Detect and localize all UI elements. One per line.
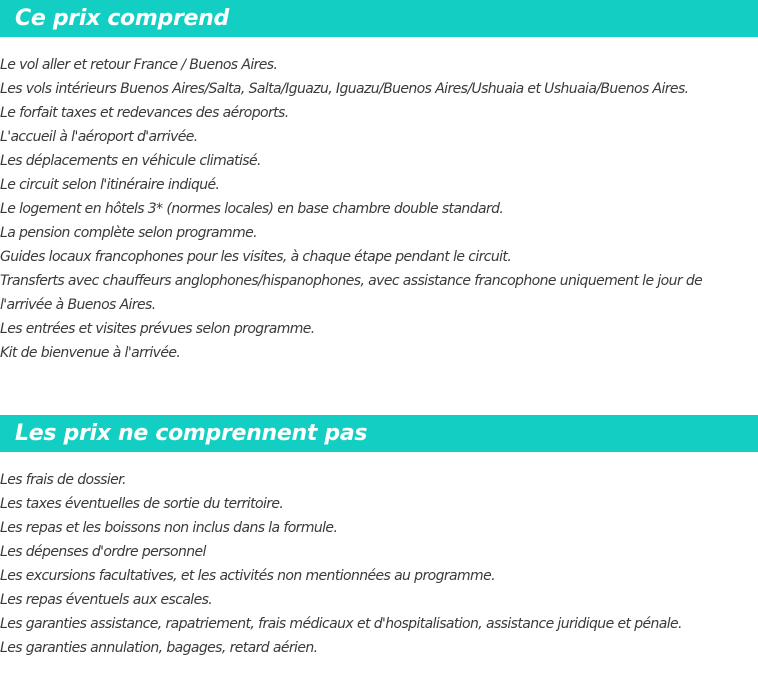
- not-included-list: [0, 468, 758, 660]
- list-item: Les vols intérieurs Buenos Aires/Salta, Salta/Iguazu, Iguazu/Buenos Aires/Ushuaia et Ushuaia/Buenos Aires.: [0, 81, 689, 97]
- list-item: Les repas et les boissons non inclus dans la formule.: [0, 520, 338, 536]
- list-item: Les frais de dossier.: [0, 472, 126, 488]
- list-item: Guides locaux francophones pour les visites, à chaque étape pendant le circuit.: [0, 249, 512, 265]
- section-title-not-included: Les prix ne comprennent pas: [0, 415, 758, 452]
- list-item: Les excursions facultatives, et les activités non mentionnées au programme.: [0, 568, 495, 584]
- section-title-included: Ce prix comprend: [0, 0, 758, 37]
- list-item: Le circuit selon l'itinéraire indiqué.: [0, 177, 220, 193]
- list-item: Les garanties assistance, rapatriement, frais médicaux et d'hospitalisation, assistance juridique et pénale.: [0, 616, 682, 632]
- list-item: L'accueil à l'aéroport d'arrivée.: [0, 129, 198, 145]
- list-item: La pension complète selon programme.: [0, 225, 257, 241]
- list-item: Les entrées et visites prévues selon programme.: [0, 321, 315, 337]
- list-item: Le forfait taxes et redevances des aéroports.: [0, 105, 289, 121]
- list-item: Les garanties annulation, bagages, retard aérien.: [0, 640, 318, 656]
- list-item: Transferts avec chauffeurs anglophones/hispanophones, avec assistance francophone uniquement le jour de l'arrivée à Buenos Aires.: [0, 273, 703, 313]
- list-item: Les repas éventuels aux escales.: [0, 592, 213, 608]
- list-item: Le logement en hôtels 3* (normes locales) en base chambre double standard.: [0, 201, 504, 217]
- list-item: Les déplacements en véhicule climatisé.: [0, 153, 261, 169]
- included-list: [0, 53, 758, 365]
- list-item: Kit de bienvenue à l'arrivée.: [0, 345, 181, 361]
- list-item: Les dépenses d'ordre personnel: [0, 544, 206, 560]
- list-item: Les taxes éventuelles de sortie du territoire.: [0, 496, 284, 512]
- list-item: Le vol aller et retour France / Buenos Aires.: [0, 57, 278, 73]
